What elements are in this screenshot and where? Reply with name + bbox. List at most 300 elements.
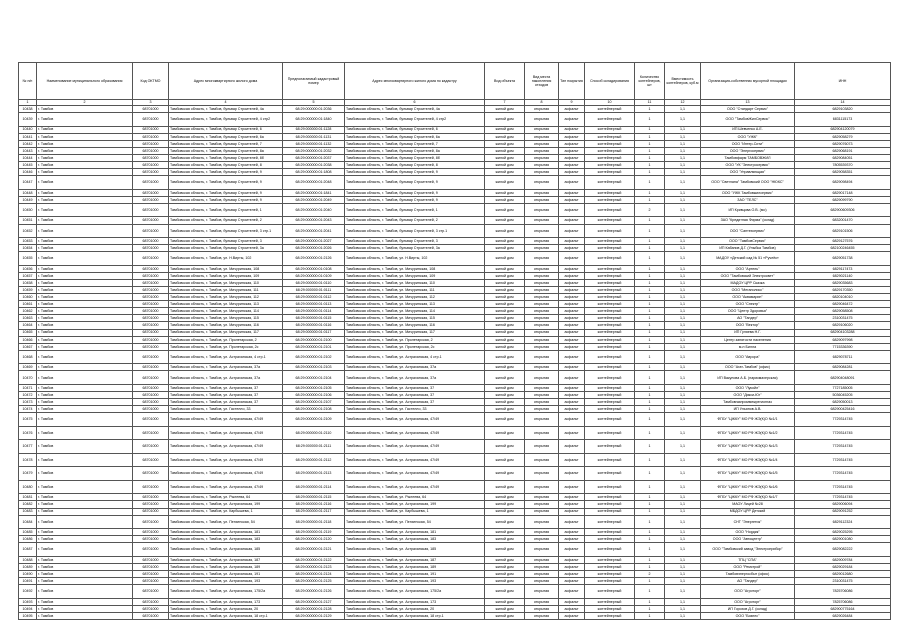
table-cell: 68701000 — [133, 336, 169, 343]
table-cell: г. Тамбов — [37, 294, 133, 301]
table-cell: 7715336390 — [795, 343, 891, 350]
column-number: 13 — [701, 100, 795, 106]
table-cell: 2 — [635, 203, 665, 217]
table-cell: контейнерный — [585, 343, 635, 350]
table-cell: 68:29:000000:01:0112 — [283, 294, 345, 301]
table-row — [19, 563, 891, 570]
table-cell: асфальт — [559, 279, 585, 286]
table-cell: 1 — [635, 515, 665, 529]
table-cell: 682900609306 — [795, 203, 891, 217]
table-cell: 6829099790 — [795, 196, 891, 203]
table-row — [19, 272, 891, 279]
column-number: 12 — [665, 100, 701, 106]
table-cell: 68701000 — [133, 176, 169, 190]
table-cell: 68:29:000000:01:2108 — [283, 406, 345, 413]
table-row — [19, 605, 891, 612]
table-cell: 1,1 — [665, 279, 701, 286]
table-cell: Тамбовская область, г. Тамбов, ул. Астраханская, 47/49 — [345, 467, 485, 481]
table-cell: жилой дом — [485, 162, 525, 169]
table-cell: ООО "УК "Электросервис" — [701, 162, 795, 169]
table-cell: 68701000 — [133, 252, 169, 266]
table-cell: г. Тамбов — [37, 147, 133, 154]
table-cell: 68701000 — [133, 224, 169, 238]
table-row — [19, 585, 891, 599]
table-cell: асфальт — [559, 343, 585, 350]
table-cell: Тамбовская область, г. Тамбов, ул. Астраханская, 175/2а — [345, 585, 485, 599]
table-cell: 1,1 — [665, 508, 701, 515]
table-cell: асфальт — [559, 272, 585, 279]
table-cell: 68:29:000000:01:2048 — [283, 176, 345, 190]
table-cell: Тамбовская область, г. Тамбов, ул. Н.Вирты, 102 — [169, 252, 283, 266]
table-row — [19, 343, 891, 350]
table-cell: асфальт — [559, 245, 585, 252]
table-cell: Тамбовская область, г. Тамбов, бульвар Строителей, 7 — [169, 140, 283, 147]
table-cell: контейнерный — [585, 189, 635, 196]
table-cell: г. Тамбов — [37, 570, 133, 577]
table-cell: Тамбовская область, г. Тамбов, ул. Астраханская, 47/49 — [345, 413, 485, 427]
table-cell: 68701000 — [133, 536, 169, 543]
table-cell: 1 — [635, 578, 665, 585]
table-cell: 1 — [635, 265, 665, 272]
table-cell: Тамбовская область, г. Тамбов, ул. Пролетарская, 2с — [169, 343, 283, 350]
table-cell: 1,1 — [665, 453, 701, 467]
table-cell: Тамбовская область, г. Тамбов, ул. Мичуринская, 113 — [169, 301, 283, 308]
table-cell: 10485 — [19, 529, 37, 536]
table-cell: 1,1 — [665, 287, 701, 294]
table-cell: жилой дом — [485, 440, 525, 454]
table-cell: 68701000 — [133, 126, 169, 133]
table-cell: контейнерный — [585, 440, 635, 454]
table-cell: 1,1 — [665, 350, 701, 364]
table-cell: 1 — [635, 350, 665, 364]
table-cell: г. Тамбов — [37, 154, 133, 161]
table-cell: Тамбовская область, г. Тамбов, ул. Гастелло, 33 — [169, 406, 283, 413]
table-cell: асфальт — [559, 529, 585, 536]
table-cell: 10466 — [19, 336, 37, 343]
table-cell: 7729314745 — [795, 480, 891, 494]
table-cell: ООО "ТамбовСервис" — [701, 238, 795, 245]
table-cell: 68:29:000000:01:2103 — [283, 364, 345, 371]
table-cell: Тамбовская область, г. Тамбов, бульвар Строителей, 1 — [169, 203, 283, 217]
table-cell: 1 — [635, 556, 665, 563]
table-cell: Тамбовская область, г. Тамбов, бульвар Строителей, 9 — [169, 189, 283, 196]
table-cell: 6829021140 — [795, 272, 891, 279]
table-cell: асфальт — [559, 189, 585, 196]
table-cell: 682904103288 — [795, 329, 891, 336]
table-cell: 6829058351 — [795, 169, 891, 176]
table-row — [19, 196, 891, 203]
table-cell: Тамбовская область, г. Тамбов, бульвар Строителей, 9 — [345, 169, 485, 176]
table-cell: 1 — [635, 612, 665, 619]
table-cell: Тамбовская область, г. Тамбов, ул. Пролетарская, 2 — [169, 336, 283, 343]
table-cell: 1 — [635, 224, 665, 238]
table-cell: 1 — [635, 384, 665, 391]
table-cell: г. Тамбов — [37, 453, 133, 467]
table-cell: 1 — [635, 605, 665, 612]
table-cell: асфальт — [559, 154, 585, 161]
table-cell: жилой дом — [485, 563, 525, 570]
table-cell: Тамбовская область, г. Тамбов, ул. Карбышева, 1 — [345, 508, 485, 515]
table-cell: 5036045205 — [795, 392, 891, 399]
table-cell: 68701000 — [133, 467, 169, 481]
table-cell: 68701000 — [133, 294, 169, 301]
table-cell: открытая — [525, 585, 559, 599]
table-cell: Тамбовская область, г. Тамбов, ул. Астраханская, 4 стр.1 — [345, 350, 485, 364]
table-cell: 10495 — [19, 612, 37, 619]
column-number: 1 — [19, 100, 37, 106]
table-cell: ФГБУ "ЦЖКУ" МО РФ ЖЭ(К)О №1/3 — [701, 440, 795, 454]
table-cell: открытая — [525, 238, 559, 245]
table-row — [19, 578, 891, 585]
table-cell: 1 — [635, 196, 665, 203]
table-cell: 10440 — [19, 126, 37, 133]
table-row — [19, 453, 891, 467]
table-cell: Тамбовская область, г. Тамбов, бульвар Строителей, 6 — [169, 126, 283, 133]
table-cell: 10460 — [19, 294, 37, 301]
table-cell: г. Тамбов — [37, 162, 133, 169]
table-cell: асфальт — [559, 308, 585, 315]
table-cell: открытая — [525, 301, 559, 308]
table-cell: асфальт — [559, 605, 585, 612]
table-cell: г. Тамбов — [37, 480, 133, 494]
table-cell: Тамбовская область, г. Тамбов, ул. Астраханская, 47/49 — [169, 426, 283, 440]
table-cell: 10492 — [19, 585, 37, 599]
table-cell: г. Тамбов — [37, 515, 133, 529]
table-cell: 1 — [635, 189, 665, 196]
table-cell: жилой дом — [485, 612, 525, 619]
table-cell: 1,1 — [665, 106, 701, 113]
table-cell: Тамбовская область, г. Тамбов, ул. Астраханская, 199 — [169, 501, 283, 508]
table-cell: г. Тамбов — [37, 329, 133, 336]
table-cell: 68701000 — [133, 515, 169, 529]
table-cell: 68:29:000000:01:0116 — [283, 322, 345, 329]
table-cell: ООО "Управляющая" — [701, 169, 795, 176]
table-cell: 68701000 — [133, 371, 169, 385]
table-cell: 68:29:000000:01:2128 — [283, 605, 345, 612]
table-row — [19, 169, 891, 176]
table-cell: Тамбовская область, г. Тамбов, ул. Рылеева, 64 — [345, 494, 485, 501]
table-cell: г. Тамбов — [37, 406, 133, 413]
table-cell: 1,1 — [665, 413, 701, 427]
table-cell: 68701000 — [133, 529, 169, 536]
table-cell: Тамбовская область, г. Тамбов, ул. Астраханская, 37а — [169, 371, 283, 385]
table-cell: Тамбовская область, г. Тамбов, бульвар Строителей, 6 — [345, 126, 485, 133]
table-cell: 68701000 — [133, 140, 169, 147]
table-cell: 6829035683 — [795, 279, 891, 286]
table-cell: жилой дом — [485, 413, 525, 427]
table-cell: 6829006094 — [795, 501, 891, 508]
table-cell: Тамбовская область, г. Тамбов, ул. Астраханская, 37а — [169, 364, 283, 371]
table-cell: 10476 — [19, 426, 37, 440]
table-cell: открытая — [525, 529, 559, 536]
table-cell: 68:29:000000:01:2127 — [283, 598, 345, 605]
table-row — [19, 162, 891, 169]
table-cell: АО "Тандер" — [701, 315, 795, 322]
table-cell: 6829082222 — [795, 543, 891, 557]
table-row — [19, 536, 891, 543]
table-row — [19, 126, 891, 133]
table-cell: 1 — [635, 133, 665, 140]
table-cell: Тамбовская область, г. Тамбов, бульвар Строителей, 6а — [345, 133, 485, 140]
table-cell: открытая — [525, 392, 559, 399]
table-cell: 7727185005 — [795, 384, 891, 391]
table-cell: г. Тамбов — [37, 501, 133, 508]
table-cell: Тамбовская область, г. Тамбов, ул. Пензенская, 54 — [169, 515, 283, 529]
table-cell: жилой дом — [485, 570, 525, 577]
column-header: Наименование муниципального образования — [37, 63, 133, 100]
table-cell: 1 — [635, 371, 665, 385]
table-cell: открытая — [525, 336, 559, 343]
table-cell: ООО "Сантехсервис" — [701, 224, 795, 238]
table-cell: 68701000 — [133, 392, 169, 399]
table-cell: г. Тамбов — [37, 371, 133, 385]
table-cell: асфальт — [559, 322, 585, 329]
table-cell: 68:29:000000:01:2027 — [283, 238, 345, 245]
table-cell: 68701000 — [133, 322, 169, 329]
table-cell: 68701000 — [133, 106, 169, 113]
table-cell: жилой дом — [485, 605, 525, 612]
table-cell: МБДОУ ЦРР Детский — [701, 508, 795, 515]
table-cell: 68:29:000000:01:2123 — [283, 563, 345, 570]
table-cell: 7729314745 — [795, 426, 891, 440]
table-cell: Тамбовская область, г. Тамбов, бульвар Строителей, 9 — [169, 196, 283, 203]
table-cell: жилой дом — [485, 501, 525, 508]
table-cell: жилой дом — [485, 154, 525, 161]
table-cell: Тамбовская область, г. Тамбов, бульвар Строителей, 2 — [345, 217, 485, 224]
table-cell: открытая — [525, 440, 559, 454]
table-cell: открытая — [525, 217, 559, 224]
table-cell: асфальт — [559, 515, 585, 529]
table-row — [19, 399, 891, 406]
table-cell: контейнерный — [585, 315, 635, 322]
table-cell: асфальт — [559, 585, 585, 599]
table-cell: 10487 — [19, 543, 37, 557]
table-cell: 68701000 — [133, 426, 169, 440]
table-cell: 10474 — [19, 406, 37, 413]
table-cell: контейнерный — [585, 176, 635, 190]
table-cell: 68701000 — [133, 413, 169, 427]
table-cell: г. Тамбов — [37, 399, 133, 406]
table-cell: 68701000 — [133, 406, 169, 413]
table-cell: Тамбовская область, г. Тамбов, ул. Астраханская, 20 — [169, 605, 283, 612]
table-row — [19, 364, 891, 371]
table-cell: 68:29:000000:01:0110 — [283, 279, 345, 286]
table-cell: контейнерный — [585, 169, 635, 176]
table-cell: Тамбовская область, г. Тамбов, ул. Астраханская, 37а — [345, 364, 485, 371]
table-cell: асфальт — [559, 294, 585, 301]
table-cell: 10459 — [19, 287, 37, 294]
table-cell: 6829106020 — [795, 322, 891, 329]
table-cell: асфальт — [559, 252, 585, 266]
table-cell: контейнерный — [585, 301, 635, 308]
table-row — [19, 106, 891, 113]
table-cell: 68:29:000000:01:2129 — [283, 612, 345, 619]
table-cell: г. Тамбов — [37, 315, 133, 322]
table-cell: 68:29:000000:01:0117 — [283, 329, 345, 336]
table-cell: 68701000 — [133, 343, 169, 350]
table-cell: открытая — [525, 543, 559, 557]
table-cell: 1,1 — [665, 322, 701, 329]
table-cell: Тамбовская область, г. Тамбов, ул. Астраханская, 173 — [169, 598, 283, 605]
table-cell: жилой дом — [485, 515, 525, 529]
table-cell: жилой дом — [485, 364, 525, 371]
table-cell: 10479 — [19, 467, 37, 481]
table-cell: 68:29:000000:01:2100 — [283, 336, 345, 343]
table-cell: открытая — [525, 287, 559, 294]
table-cell: 1,1 — [665, 536, 701, 543]
table-cell: Тамбовская область, г. Тамбов, бульвар Строителей, 8б — [169, 154, 283, 161]
table-cell: Тамбовская область, г. Тамбов, бульвар Строителей, 9 — [345, 189, 485, 196]
column-header: Вид объекта — [485, 63, 525, 100]
table-cell: г. Тамбов — [37, 350, 133, 364]
table-cell: 1,1 — [665, 384, 701, 391]
table-cell: контейнерный — [585, 113, 635, 127]
table-cell: 1,1 — [665, 217, 701, 224]
table-cell: 68:29:000000:01:1132 — [283, 140, 345, 147]
table-cell: ООО "Аквамарин" — [701, 294, 795, 301]
table-cell: 1 — [635, 563, 665, 570]
table-cell: г. Тамбов — [37, 252, 133, 266]
table-cell: Тамбовская область, г. Тамбов, ул. Пролетарская, 2 — [345, 336, 485, 343]
table-cell: ООО "Энергосервис" — [701, 147, 795, 154]
table-cell: жилой дом — [485, 399, 525, 406]
table-cell: Тамбовская область, г. Тамбов, ул. Мичуринская, 116 — [345, 322, 485, 329]
table-cell: ООО "УЖК" — [701, 133, 795, 140]
table-cell: контейнерный — [585, 480, 635, 494]
table-cell: 6829029184 — [795, 563, 891, 570]
table-cell: Тамбовская область, г. Тамбов, ул. Астраханская, 47/49 — [345, 453, 485, 467]
table-cell: 68701000 — [133, 612, 169, 619]
table-cell: 1,1 — [665, 140, 701, 147]
table-cell: 68701000 — [133, 578, 169, 585]
table-cell: 68:29:000000:01:2125 — [283, 578, 345, 585]
table-cell: 68701000 — [133, 453, 169, 467]
table-cell: открытая — [525, 265, 559, 272]
table-cell: 6829009784 — [795, 556, 891, 563]
table-cell: ООО "Бизнес" — [701, 612, 795, 619]
table-cell: 68:29:000000:01:1131 — [283, 133, 345, 140]
table-cell: ООО "Автоцентр" — [701, 536, 795, 543]
table-cell: 68:29:000000:01:2117 — [283, 508, 345, 515]
table-cell: г. Тамбов — [37, 301, 133, 308]
table-cell: 68701000 — [133, 598, 169, 605]
table-cell: 6829026484 — [795, 612, 891, 619]
table-cell: Тамбовская область, г. Тамбов, бульвар Строителей, 8а — [169, 147, 283, 154]
table-cell: 68701000 — [133, 113, 169, 127]
table-row — [19, 598, 891, 605]
table-cell: асфальт — [559, 329, 585, 336]
table-cell: 68701000 — [133, 384, 169, 391]
table-cell: контейнерный — [585, 238, 635, 245]
table-cell: Тамбовская область, г. Тамбов, ул. Мичуринская, 112 — [345, 294, 485, 301]
table-cell: 6829051738 — [795, 252, 891, 266]
table-cell: Тамбовская область, г. Тамбов, ул. Астраханская, 191 — [345, 570, 485, 577]
table-cell: Тамбовская область, г. Тамбов, бульвар Строителей, 4а — [345, 106, 485, 113]
table-cell: г. Тамбов — [37, 336, 133, 343]
table-cell: г. Тамбов — [37, 113, 133, 127]
table-cell: Тамбовская область, г. Тамбов, ул. Астраханская, 18 стр.1 — [345, 612, 485, 619]
table-cell: 7729314745 — [795, 413, 891, 427]
table-row — [19, 224, 891, 238]
table-cell: асфальт — [559, 217, 585, 224]
table-cell: жилой дом — [485, 578, 525, 585]
table-row — [19, 203, 891, 217]
table-cell: 10464 — [19, 322, 37, 329]
table-cell: контейнерный — [585, 406, 635, 413]
table-cell: 68:29:000000:01:1808 — [283, 169, 345, 176]
table-cell: контейнерный — [585, 203, 635, 217]
table-cell: 10451 — [19, 217, 37, 224]
table-cell: открытая — [525, 399, 559, 406]
table-cell: Тамбовская область, г. Тамбов, бульвар Строителей, 7 — [345, 140, 485, 147]
table-cell: 68701000 — [133, 585, 169, 599]
table-cell: 68701000 — [133, 169, 169, 176]
table-cell: ООО "Аврора" — [701, 350, 795, 364]
table-cell: асфальт — [559, 196, 585, 203]
table-cell: асфальт — [559, 556, 585, 563]
table-cell: г. Тамбов — [37, 536, 133, 543]
table-cell: г. Тамбов — [37, 413, 133, 427]
table-cell: Тамбовская область, г. Тамбов, ул. Мичуринская, 117 — [345, 329, 485, 336]
table-cell: 10484 — [19, 515, 37, 529]
table-cell: г. Тамбов — [37, 426, 133, 440]
table-cell: Тамбовская область, г. Тамбов, ул. Астраханская, 47/49 — [345, 480, 485, 494]
table-cell: ООО "Вектор" — [701, 322, 795, 329]
table-cell: ФГБУ "ЦЖКУ" МО РФ ЖЭ(К)О №1/5 — [701, 467, 795, 481]
table-cell: Тамбовская область, г. Тамбов, бульвар Строителей, 8 — [169, 162, 283, 169]
table-cell: 1,1 — [665, 272, 701, 279]
table-cell: 68:29:000000:01:2049 — [283, 196, 345, 203]
table-cell: асфальт — [559, 399, 585, 406]
table-cell: жилой дом — [485, 147, 525, 154]
table-cell: 1 — [635, 308, 665, 315]
table-row — [19, 147, 891, 154]
table-cell: 68701000 — [133, 154, 169, 161]
table-cell: асфальт — [559, 203, 585, 217]
table-cell: открытая — [525, 598, 559, 605]
table-cell: Тамбовская область, г. Тамбов, бульвар Строителей, 6а — [169, 133, 283, 140]
table-cell: ИП Горохов Д.Г. (склад) — [701, 605, 795, 612]
table-cell: 7729314745 — [795, 494, 891, 501]
table-cell: 1,1 — [665, 585, 701, 599]
table-cell: г. Тамбов — [37, 106, 133, 113]
table-cell: ООО "Центр Здоровья" — [701, 308, 795, 315]
table-cell: Тамбовская область, г. Тамбов, бульвар Строителей, 4 стр2 — [169, 113, 283, 127]
table-cell: 10463 — [19, 315, 37, 322]
column-header: Вместимость контейнеров, куб.м — [665, 63, 701, 100]
table-row — [19, 279, 891, 286]
table-cell: 10472 — [19, 392, 37, 399]
table-cell: 1 — [635, 364, 665, 371]
table-cell: асфальт — [559, 467, 585, 481]
table-header — [19, 63, 891, 106]
table-cell: г. Тамбов — [37, 612, 133, 619]
table-cell: 6829058508 — [795, 308, 891, 315]
table-cell: контейнерный — [585, 162, 635, 169]
table-cell: Тамбовская область, г. Тамбов, ул. Астраханская, 185 — [169, 543, 283, 557]
table-cell: контейнерный — [585, 106, 635, 113]
table-row — [19, 480, 891, 494]
table-row — [19, 140, 891, 147]
table-cell: Тамбовская область, г. Тамбов, ул. Мичуринская, 114 — [169, 308, 283, 315]
table-cell: жилой дом — [485, 196, 525, 203]
table-cell: открытая — [525, 252, 559, 266]
column-number: 9 — [559, 100, 585, 106]
table-cell: жилой дом — [485, 189, 525, 196]
table-cell: открытая — [525, 570, 559, 577]
table-cell: асфальт — [559, 133, 585, 140]
table-cell: Тамбовская область, г. Тамбов, ул. Астраханская, 37 — [169, 392, 283, 399]
